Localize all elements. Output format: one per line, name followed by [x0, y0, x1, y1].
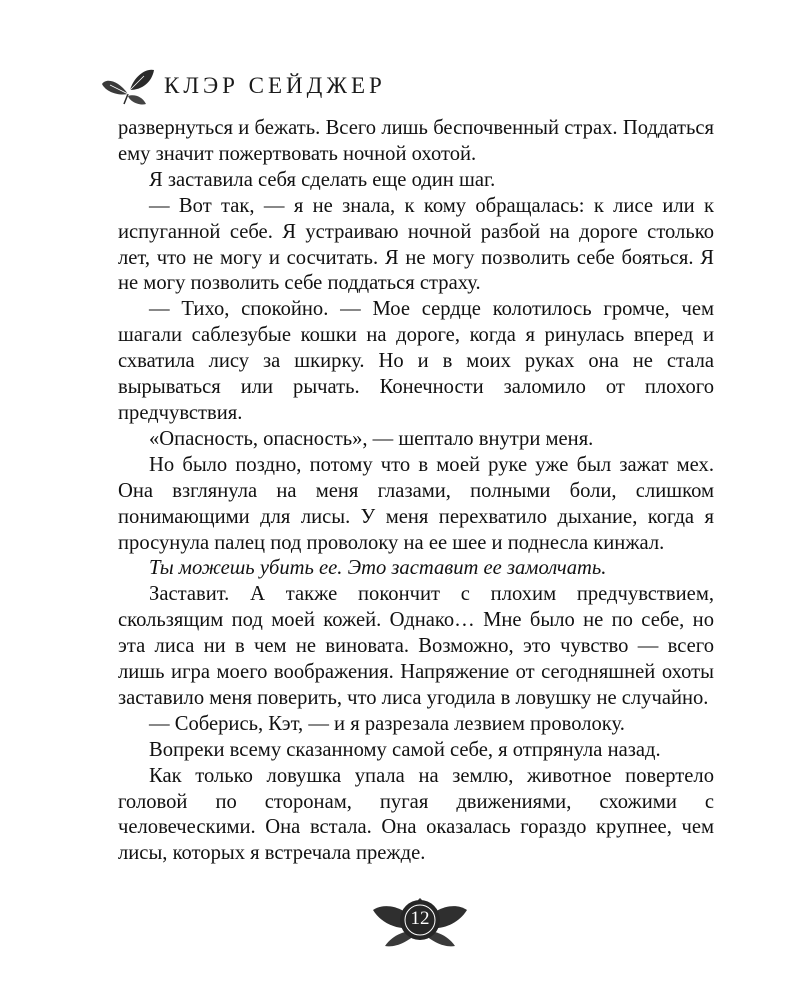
page-footer	[365, 886, 475, 966]
paragraph: — Вот так, — я не знала, к кому обращалась: к лисе или к испуганной себе. Я устраиваю ночной разбой на дороге столько лет, что не могу и сосчитать. Я не могу позволить себе бояться. Я не могу позволить себе поддаться страху.	[118, 194, 714, 295]
paragraph: Но было поздно, потому что в моей руке уже был зажат мех. Она взглянула на меня глазами, полными боли, слишком понимающими для лисы. У меня перехватило дыхание, когда я просунула палец под проволоку на ее шее и поднесла кинжал.	[118, 453, 714, 554]
paragraph: развернуться и бежать. Всего лишь беспочвенный страх. Поддаться ему значит пожертвовать ночной охотой.	[118, 117, 714, 165]
running-header	[100, 64, 386, 108]
author-name: КЛЭР СЕЙДЖЕР	[164, 73, 386, 98]
paragraph: — Соберись, Кэт, — и я разрезала лезвием проволоку.	[149, 712, 625, 735]
paragraph: Заставит. А также покончит с плохим предчувствием, скользящим под моей кожей. Однако… Мне было не по себе, но эта лиса ни в чем не виновата. Возможно, это чувство — всего лишь игра моего воображения. Напряжение от сегодняшней охоты заставило меня поверить, что лиса угодила в ловушку не случайно.	[118, 583, 714, 709]
body-text	[118, 116, 714, 867]
paragraph: — Тихо, спокойно. — Мое сердце колотилось громче, чем шагали саблезубые кошки на дороге, когда я ринулась вперед и схватила лису за шкирку. Но и в моих руках она не стала вырываться или рычать. Конечности заломило от плохого предчувствия.	[118, 298, 714, 424]
leaves-icon	[100, 64, 156, 108]
paragraph: «Опасность, опасность», — шептало внутри меня.	[149, 427, 594, 450]
paragraph: Вопреки всему сказанному самой себе, я отпрянула назад.	[149, 738, 661, 761]
paragraph: Как только ловушка упала на землю, животное повертело головой по сторонам, пугая движениями, схожими с человеческими. Она встала. Она оказалась гораздо крупнее, чем лисы, которых я встречала прежде.	[118, 764, 714, 865]
page-number: 12	[410, 908, 430, 929]
paragraph: Я заставила себя сделать еще один шаг.	[149, 168, 496, 191]
paragraph: Ты можешь убить ее. Это заставит ее замолчать.	[149, 557, 607, 580]
